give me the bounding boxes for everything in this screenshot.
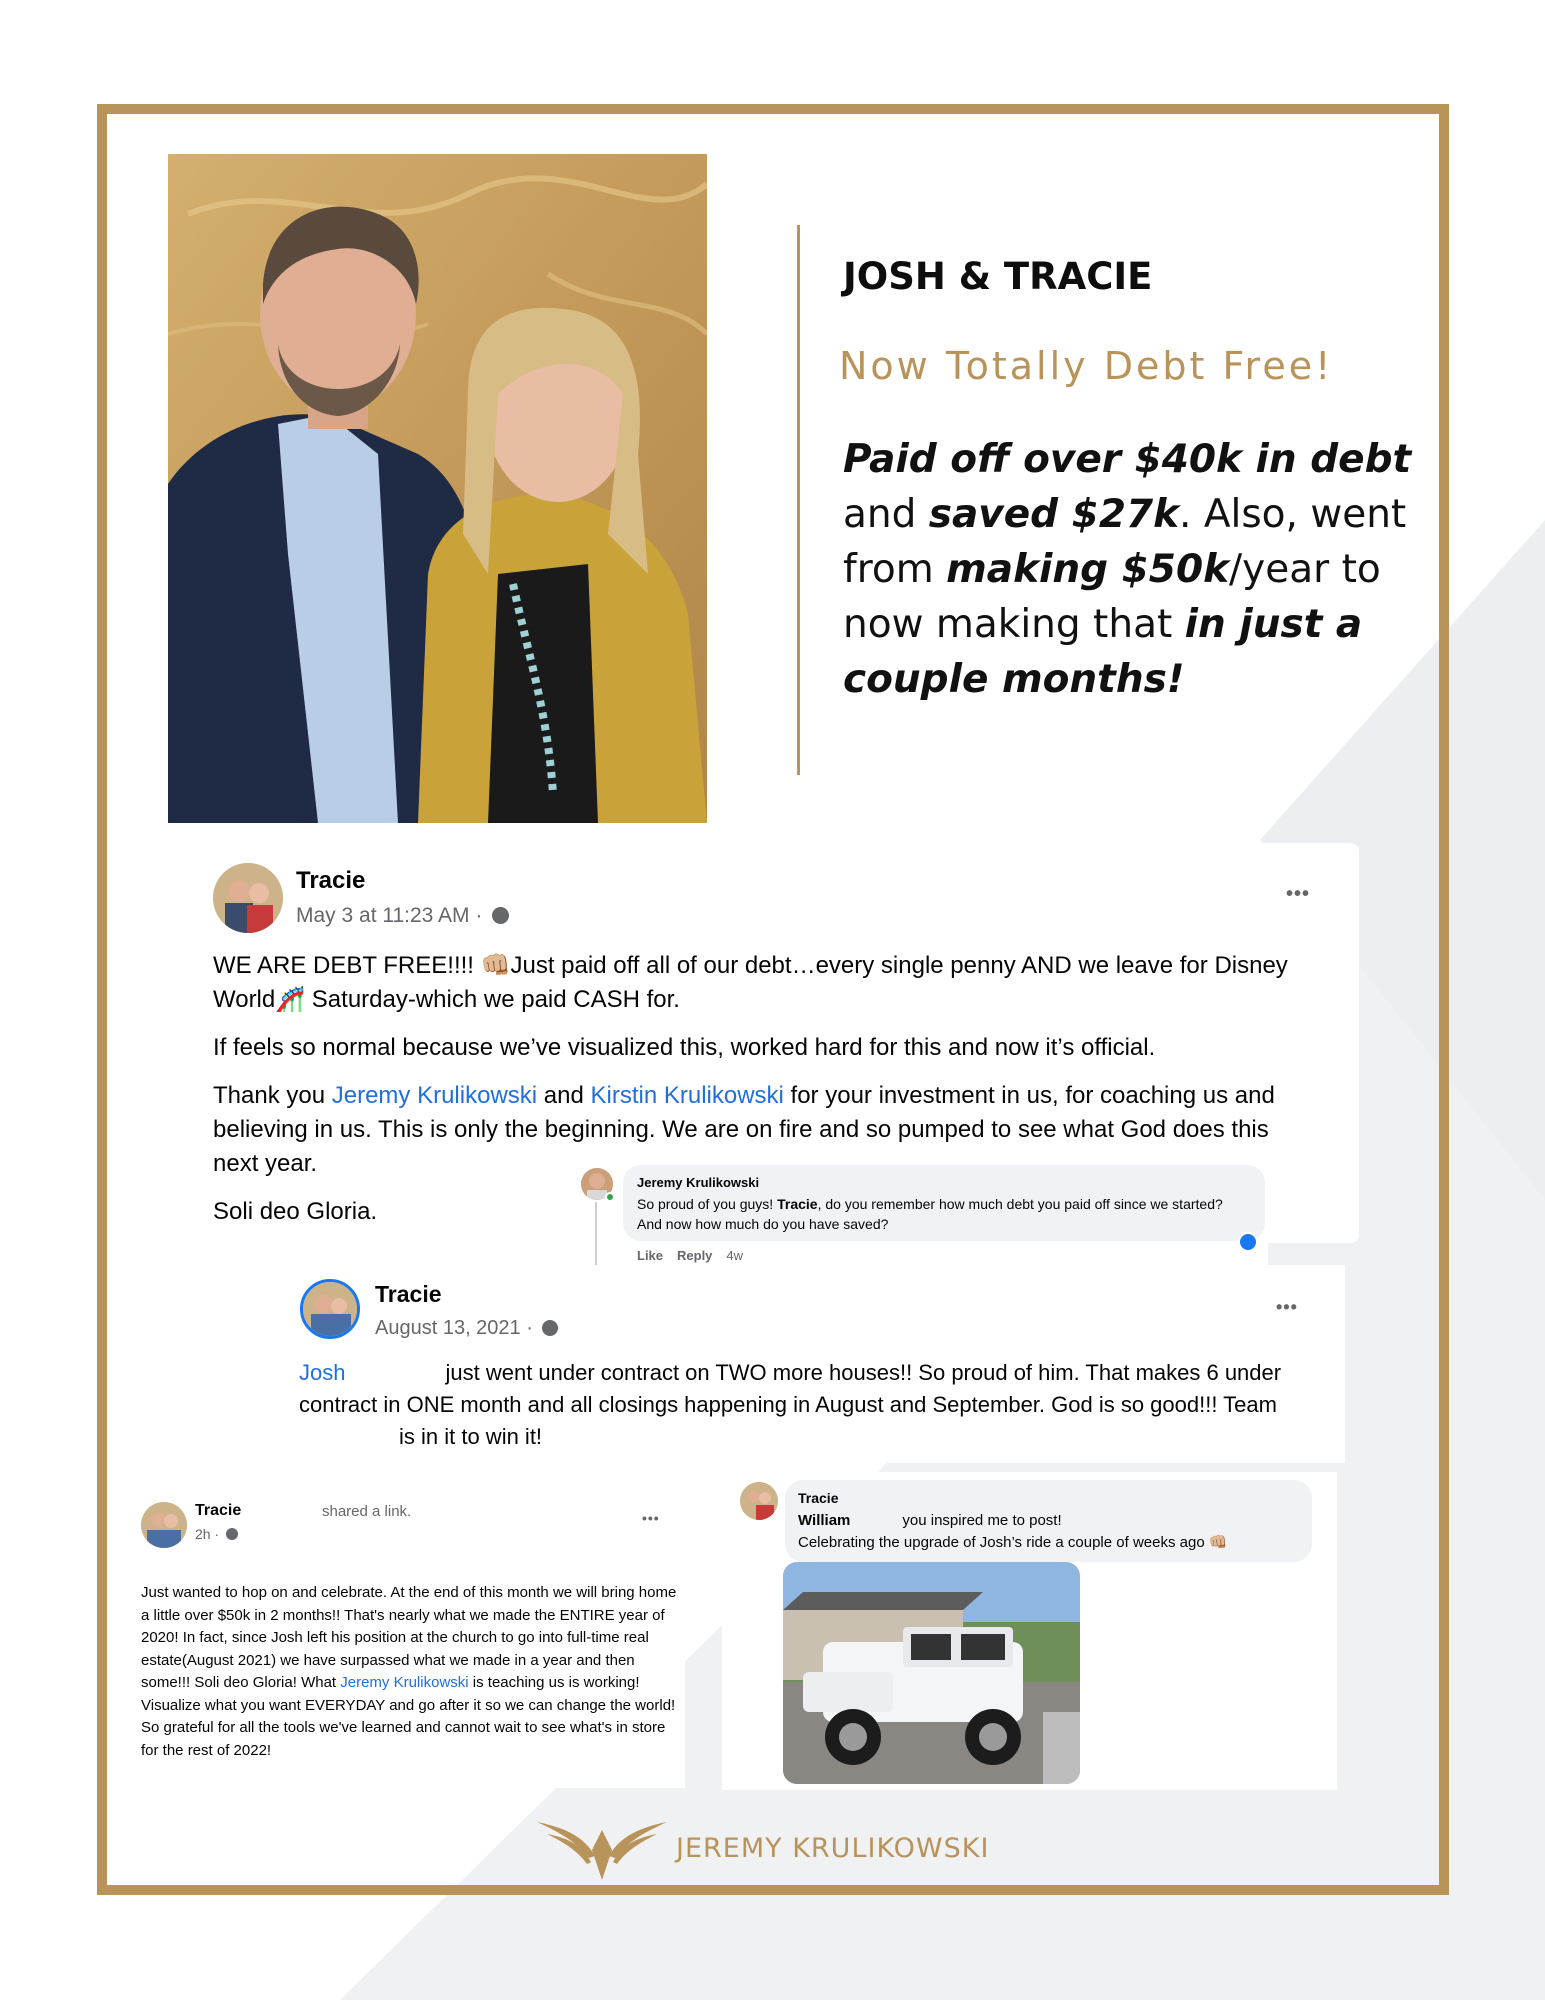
post-paragraph: WE ARE DEBT FREE!!!! 👊🏼Just paid off all of our debt…every single penny AND we leave for Disney World🎢 Saturday-which we paid CASH for. <box>213 952 1288 1013</box>
mention-link[interactable]: Jeremy Krulikowski <box>340 1674 469 1691</box>
more-options-button[interactable]: ••• <box>1286 883 1311 905</box>
post-timestamp-text: May 3 at 11:23 AM · <box>296 904 483 927</box>
post-paragraph: If feels so normal because we’ve visualized this, worked hard for this and now it’s official. <box>213 1034 1156 1061</box>
headline-part: Paid off over $40k in debt <box>843 437 1412 482</box>
online-dot <box>605 1192 615 1202</box>
mention-link[interactable]: Kirstin Krulikowski <box>590 1082 784 1109</box>
post-body <box>299 1357 1339 1453</box>
like-button[interactable]: Like <box>637 1248 664 1263</box>
post-body <box>141 1582 686 1762</box>
text: just went under contract on TWO more houses!! So proud of him. That makes 6 under contract in ONE month and all closings happening in August and September. God is so good!!! Team <box>299 1360 1282 1417</box>
public-globe-icon <box>492 907 509 924</box>
headline-part: /year to now making that <box>843 547 1381 647</box>
eagle-logo-icon <box>537 1810 667 1880</box>
text: Just wanted to hop on and celebrate. At the end of this month we will bring home a little over $50k in 2 months!! That's nearly what we made the ENTIRE year of 2020! In fact, since Josh left his position at the church to go into full-time real estate(August 2021) we have surpassed what we made in a year and then some!!! Soli deo Gloria! What <box>141 1584 677 1691</box>
avatar[interactable] <box>300 1279 360 1339</box>
avatar[interactable] <box>213 863 283 933</box>
like-reaction-icon[interactable] <box>1238 1232 1258 1252</box>
text: is in it to win it! <box>399 1424 543 1449</box>
comment-actions <box>637 1248 757 1263</box>
mention[interactable]: William <box>798 1512 851 1529</box>
facebook-post-celebrate <box>127 1488 685 1788</box>
comment-author[interactable]: Tracie <box>798 1490 839 1506</box>
post-timestamp[interactable] <box>296 904 509 928</box>
headline-part: saved $27k <box>928 492 1180 537</box>
headline-part: and <box>843 492 929 537</box>
post-author[interactable]: Tracie <box>195 1502 242 1519</box>
sub-title: Now Totally Debt Free! <box>839 344 1334 388</box>
comment-text <box>637 1194 1247 1234</box>
avatar[interactable] <box>740 1482 778 1520</box>
avatar[interactable] <box>141 1502 187 1548</box>
text: Thank you <box>213 1082 332 1109</box>
text: Celebrating the upgrade of Josh’s ride a couple of weeks ago 👊🏼 <box>798 1534 1228 1551</box>
headline <box>843 432 1443 707</box>
comment-time: 4w <box>726 1248 744 1263</box>
vertical-divider <box>797 225 800 775</box>
headline-part: . Also, went from <box>843 492 1407 592</box>
text: for your investment in us, for coaching us and believing in us. This is only the beginning. We are on fire and so pumped to see what God does this next year. <box>213 1082 1275 1177</box>
post-timestamp-text: 2h · <box>195 1526 220 1542</box>
mention[interactable]: Tracie <box>777 1196 818 1212</box>
jeep-photo[interactable] <box>783 1562 1080 1784</box>
public-globe-icon <box>542 1320 558 1336</box>
public-globe-icon <box>226 1528 238 1540</box>
text: is teaching us is working! Visualize what you want EVERYDAY and go after it so we can change the world! So grateful for all the tools we've learned and cannot wait to see what's in store for the rest of 2022! <box>141 1674 676 1759</box>
more-options-button[interactable]: ••• <box>1276 1297 1298 1317</box>
text: and <box>537 1082 591 1109</box>
post-timestamp[interactable] <box>375 1317 558 1340</box>
couple-photo <box>168 154 707 823</box>
text: So proud of you guys! <box>637 1196 778 1212</box>
post-paragraph: Soli deo Gloria. <box>213 1198 378 1225</box>
post-timestamp-text: August 13, 2021 · <box>375 1317 533 1339</box>
reply-button[interactable]: Reply <box>677 1248 713 1263</box>
name-title: JOSH & TRACIE <box>843 255 1153 298</box>
headline-part: in just a couple months! <box>843 602 1363 702</box>
more-options-button[interactable]: ••• <box>642 1510 660 1526</box>
comment-author[interactable]: Jeremy Krulikowski <box>637 1175 760 1190</box>
post-author[interactable]: Tracie <box>375 1281 442 1307</box>
post-author[interactable]: Tracie <box>296 867 366 894</box>
text: you inspired me to post! <box>902 1512 1062 1529</box>
post-timestamp[interactable] <box>195 1526 238 1542</box>
brand-wordmark: JEREMY KRULIKOWSKI <box>676 1833 990 1864</box>
text: , do you remember how much debt you paid off since we started? And now how much do you have saved? <box>637 1196 1223 1232</box>
mention-link[interactable]: Jeremy Krulikowski <box>331 1082 538 1109</box>
comment-text <box>798 1510 1308 1554</box>
mention-link[interactable]: Josh <box>299 1360 346 1385</box>
facebook-post-contracts <box>275 1265 1345 1463</box>
headline-part: making $50k <box>946 547 1230 592</box>
post-action: shared a link. <box>322 1503 412 1520</box>
